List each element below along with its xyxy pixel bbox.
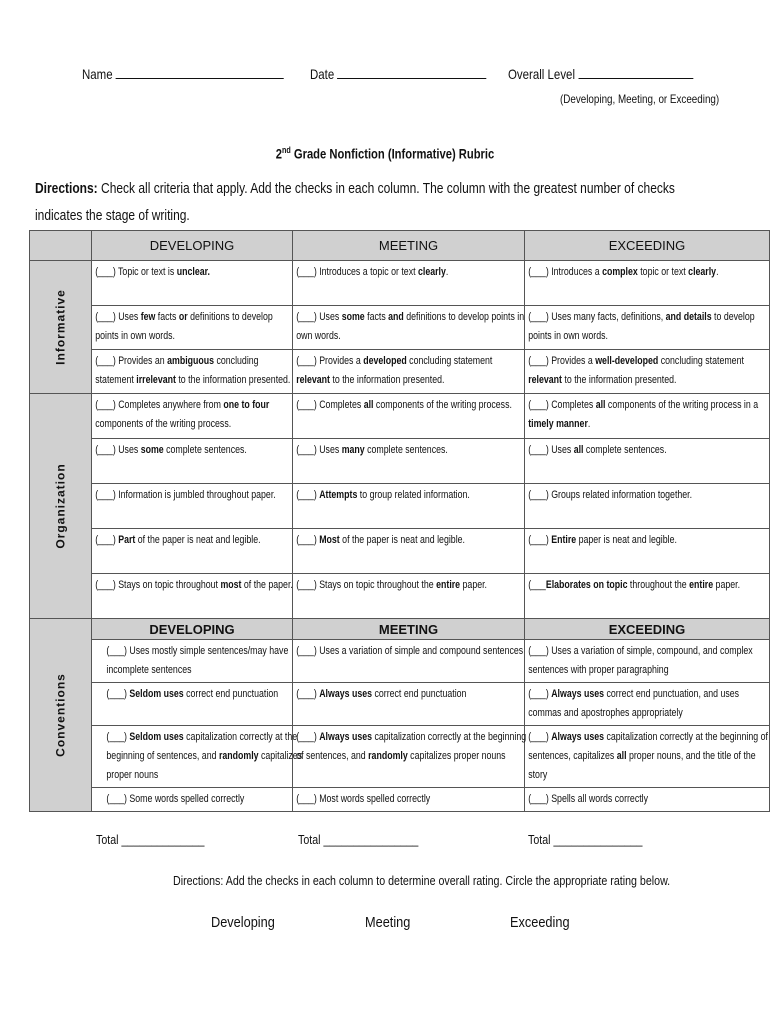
criterion-text: [92, 350, 298, 392]
criterion-text: [293, 640, 530, 663]
criterion-cell[interactable]: [92, 683, 293, 726]
criterion-run: (___): [95, 534, 119, 546]
criterion-run: correct end punctuation: [372, 688, 467, 700]
criterion-text: [293, 683, 530, 706]
criterion-text: [525, 788, 770, 811]
criterion-emphasis: relevant: [528, 374, 562, 386]
criterion-text: [293, 439, 530, 462]
criterion-run: concluding statement: [658, 355, 744, 367]
criterion-cell[interactable]: [92, 306, 293, 350]
section-informative: [30, 261, 92, 394]
criterion-emphasis: unclear.: [176, 266, 210, 278]
criterion-text: [525, 484, 770, 507]
criterion-run: (___) Some words spelled correctly: [106, 793, 245, 805]
criterion-run: complete sentences.: [583, 444, 667, 456]
criterion-emphasis: complex: [602, 266, 638, 278]
criterion-cell[interactable]: [293, 788, 525, 812]
criterion-cell[interactable]: [525, 529, 770, 574]
criterion-text: [92, 394, 298, 436]
criterion-run: throughout the: [627, 579, 690, 591]
criterion-run: (___) Uses: [528, 444, 574, 456]
criterion-emphasis: Part: [118, 534, 136, 546]
criterion-run: (___) Topic or text is: [95, 266, 177, 278]
criterion-text: [525, 306, 770, 348]
overall-level-field[interactable]: [508, 66, 693, 82]
criterion-emphasis: randomly: [218, 750, 259, 762]
col-header-exceeding-2: EXCEEDING: [525, 619, 770, 640]
criterion-run: .: [587, 418, 591, 430]
criterion-run: (___): [106, 731, 130, 743]
criterion-run: (___) Provides an: [95, 355, 168, 367]
criterion-cell[interactable]: [92, 439, 293, 484]
criterion-emphasis: one to four: [223, 399, 270, 411]
criterion-text: [525, 726, 770, 787]
criterion-run: (___) Uses mostly simple sentences/may have incomplete sentences: [106, 645, 289, 676]
criterion-text: [293, 261, 530, 284]
criterion-run: of the paper.: [241, 579, 293, 591]
criterion-run: complete sentences.: [364, 444, 448, 456]
criterion-text: [525, 683, 770, 725]
criterion-emphasis: timely manner: [528, 418, 588, 430]
criterion-run: (___) Uses a variation of simple and compound sentences: [296, 645, 524, 657]
criterion-emphasis: Attempts: [319, 489, 358, 501]
corner-cell: [30, 231, 92, 261]
rating-exceeding[interactable]: Exceeding: [510, 914, 570, 931]
directions-text: Check all criteria that apply. Add the checks in each column. The column with the greatest number of checks indicates the stage of writing.: [35, 180, 675, 224]
criterion-text: [293, 788, 530, 811]
criterion-run: (___) Completes: [528, 399, 596, 411]
criterion-cell[interactable]: [293, 350, 525, 394]
date-field[interactable]: [310, 66, 487, 82]
criterion-run: (___): [296, 688, 320, 700]
criterion-cell[interactable]: [525, 726, 770, 788]
criterion-run: paper is neat and legible.: [576, 534, 677, 546]
criterion-emphasis: Seldom uses: [129, 731, 184, 743]
criterion-run: capitalization correctly at the beginning of sentences, capitalizes: [528, 731, 768, 762]
criterion-emphasis: clearly: [418, 266, 446, 278]
criterion-run: definitions to develop points in own words.: [95, 311, 273, 342]
directions: [35, 175, 723, 229]
criterion-run: components of the writing process in a: [605, 399, 759, 411]
criterion-run: of the paper is neat and legible.: [339, 534, 465, 546]
criterion-text: [92, 726, 310, 787]
criterion-text: [525, 640, 770, 682]
criterion-run: (___): [296, 534, 320, 546]
criterion-cell[interactable]: [525, 350, 770, 394]
criterion-run: facts: [155, 311, 179, 323]
criterion-text: [525, 394, 770, 436]
criterion-run: concluding statement: [95, 355, 259, 386]
criterion-cell[interactable]: [92, 261, 293, 306]
criterion-cell[interactable]: [92, 484, 293, 529]
criterion-cell[interactable]: [293, 640, 525, 683]
criterion-run: capitalizes proper nouns: [106, 750, 303, 781]
criterion-run: (___): [106, 688, 130, 700]
criterion-cell[interactable]: [293, 439, 525, 484]
criterion-emphasis: all: [573, 444, 584, 456]
criterion-run: (___) Introduces a topic or text: [296, 266, 418, 278]
criterion-emphasis: ambiguous: [167, 355, 215, 367]
criterion-run: to the information presented.: [175, 374, 291, 386]
directions-label: Directions:: [35, 180, 98, 197]
criterion-emphasis: all: [363, 399, 374, 411]
criterion-emphasis: Elaborates on topic: [545, 579, 628, 591]
criterion-run: (___: [528, 579, 546, 591]
total-meeting[interactable]: Total ________________: [298, 832, 419, 847]
criterion-text: [92, 529, 298, 552]
criterion-emphasis: and details: [665, 311, 712, 323]
criterion-cell[interactable]: [293, 394, 525, 439]
criterion-text: [293, 484, 530, 507]
criterion-cell[interactable]: [293, 261, 525, 306]
criterion-text: [525, 574, 770, 597]
section-label-informative: Informative: [53, 289, 67, 365]
criterion-run: (___) Stays on topic throughout: [95, 579, 221, 591]
criterion-cell[interactable]: [525, 574, 770, 619]
col-header-developing: DEVELOPING: [92, 231, 293, 261]
criterion-emphasis: many: [341, 444, 365, 456]
criterion-emphasis: clearly: [688, 266, 717, 278]
criterion-emphasis: all: [616, 750, 627, 762]
criterion-emphasis: Always uses: [551, 731, 605, 743]
criterion-text: [293, 574, 530, 597]
criterion-run: (___) Groups related information together.: [528, 489, 693, 501]
overall-level-blank[interactable]: [578, 66, 693, 79]
criterion-cell[interactable]: [293, 574, 525, 619]
criterion-emphasis: Always uses: [551, 688, 605, 700]
criterion-run: proper nouns, and the title of the story: [528, 750, 756, 781]
criterion-emphasis: relevant: [296, 374, 330, 386]
criterion-text: [293, 350, 530, 392]
criterion-emphasis: entire: [689, 579, 714, 591]
title-grade: 2: [275, 145, 282, 162]
criterion-run: paper.: [713, 579, 741, 591]
criterion-run: (___) Uses a variation of simple, compound, and complex sentences with proper paragraphing: [528, 645, 753, 676]
total-exceeding[interactable]: Total _______________: [528, 832, 643, 847]
col-header-meeting: MEETING: [293, 231, 525, 261]
criterion-run: (___): [528, 688, 552, 700]
criterion-cell[interactable]: [293, 683, 525, 726]
criterion-cell[interactable]: [92, 726, 303, 788]
criterion-run: (___) Uses: [296, 444, 342, 456]
criterion-run: components of the writing process.: [95, 418, 232, 430]
criterion-text: [92, 261, 298, 284]
criterion-run: .: [716, 266, 719, 278]
criterion-cell[interactable]: [525, 394, 770, 439]
col-header-meeting-2: MEETING: [293, 619, 525, 640]
criterion-emphasis: well-developed: [595, 355, 659, 367]
criterion-emphasis: Most: [319, 534, 340, 546]
title-sup: nd: [281, 145, 291, 155]
criterion-text: [525, 439, 770, 462]
criterion-text: [293, 726, 530, 768]
date-blank[interactable]: [337, 66, 486, 79]
criterion-cell[interactable]: [92, 529, 293, 574]
criterion-cell[interactable]: [92, 640, 293, 683]
criterion-cell[interactable]: [525, 788, 770, 812]
criterion-run: to the information presented.: [329, 374, 445, 386]
criterion-text: [293, 306, 530, 348]
criterion-run: components of the writing process.: [373, 399, 512, 411]
criterion-emphasis: or: [178, 311, 188, 323]
criterion-text: [525, 350, 770, 392]
criterion-run: (___): [528, 534, 552, 546]
criterion-cell[interactable]: [92, 788, 293, 812]
criterion-cell[interactable]: [525, 484, 770, 529]
criterion-run: correct end punctuation, and uses commas and apostrophes appropriately: [528, 688, 740, 719]
criterion-run: of the paper is neat and legible.: [135, 534, 261, 546]
criterion-run: to the information presented.: [561, 374, 677, 386]
overall-level-hint: (Developing, Meeting, or Exceeding): [560, 92, 720, 106]
criterion-emphasis: Always uses: [319, 688, 373, 700]
criterion-run: (___) Provides a: [296, 355, 364, 367]
criterion-text: [92, 683, 310, 706]
criterion-cell[interactable]: [525, 683, 770, 726]
criterion-text: [92, 484, 298, 507]
criterion-emphasis: some: [341, 311, 365, 323]
criterion-run: (___) Information is jumbled throughout paper.: [95, 489, 276, 501]
total-developing[interactable]: Total ______________: [96, 832, 205, 847]
criterion-cell[interactable]: [525, 261, 770, 306]
criterion-cell[interactable]: [525, 640, 770, 683]
criterion-text: [293, 529, 530, 552]
criterion-run: (___) Most words spelled correctly: [296, 793, 431, 805]
criterion-run: to develop points in own words.: [528, 311, 755, 342]
criterion-cell[interactable]: [525, 439, 770, 484]
criterion-run: (___) Completes: [296, 399, 364, 411]
rubric-table: [29, 230, 770, 812]
criterion-run: (___) Spells all words correctly: [528, 793, 649, 805]
section-label-organization: Organization: [53, 463, 67, 549]
criterion-run: (___): [296, 489, 320, 501]
criterion-run: (___) Uses: [95, 311, 141, 323]
criterion-run: facts: [364, 311, 389, 323]
criterion-emphasis: randomly: [368, 750, 408, 762]
criterion-run: (___) Stays on topic throughout the: [296, 579, 437, 591]
criterion-cell[interactable]: [293, 484, 525, 529]
criterion-text: [92, 640, 310, 682]
overall-level-label: Overall Level: [508, 66, 575, 82]
criterion-run: capitalizes proper nouns: [407, 750, 506, 762]
criterion-run: (___) Uses: [296, 311, 342, 323]
name-field[interactable]: [82, 66, 284, 82]
criterion-emphasis: Always uses: [319, 731, 373, 743]
criterion-run: topic or text: [637, 266, 689, 278]
criterion-text: [525, 529, 770, 552]
criterion-emphasis: Seldom uses: [129, 688, 184, 700]
name-blank[interactable]: [116, 66, 284, 79]
criterion-emphasis: all: [595, 399, 606, 411]
name-label: Name: [82, 66, 113, 82]
criterion-run: (___) Completes anywhere from: [95, 399, 224, 411]
criterion-run: (___): [296, 731, 320, 743]
criterion-emphasis: developed: [363, 355, 407, 367]
col-header-developing-2: DEVELOPING: [92, 619, 293, 640]
criterion-cell[interactable]: [525, 306, 770, 350]
criterion-emphasis: most: [220, 579, 242, 591]
criterion-run: (___) Uses many facts, definitions,: [528, 311, 666, 323]
section-label-conventions: Conventions: [53, 673, 67, 757]
criterion-text: [92, 439, 298, 462]
criterion-cell[interactable]: [92, 394, 293, 439]
date-label: Date: [310, 66, 335, 82]
criterion-run: (___) Uses: [95, 444, 141, 456]
criterion-text: [293, 394, 530, 417]
criterion-cell[interactable]: [293, 306, 525, 350]
rating-developing[interactable]: Developing: [211, 914, 275, 931]
criterion-cell[interactable]: [293, 726, 525, 788]
criterion-text: [525, 261, 770, 284]
criterion-run: definitions to develop points in own words.: [296, 311, 525, 342]
criterion-emphasis: Entire: [551, 534, 577, 546]
criterion-run: (___) Introduces a: [528, 266, 603, 278]
page-title: [77, 145, 693, 162]
criterion-emphasis: irrelevant: [136, 374, 176, 386]
criterion-run: complete sentences.: [163, 444, 247, 456]
section-organization: [30, 394, 92, 619]
criterion-run: correct end punctuation: [183, 688, 279, 700]
footer-directions: Directions: Add the checks in each column to determine overall rating. Circle the appropriate rating below.: [173, 873, 671, 888]
section-conventions: [30, 619, 92, 812]
criterion-run: concluding statement: [406, 355, 493, 367]
criterion-cell[interactable]: [92, 574, 293, 619]
criterion-run: paper.: [460, 579, 487, 591]
criterion-text: [92, 306, 298, 348]
col-header-exceeding: EXCEEDING: [525, 231, 770, 261]
criterion-run: capitalization correctly at the beginning of sentences, and: [106, 731, 298, 762]
criterion-cell[interactable]: [92, 350, 293, 394]
criterion-emphasis: entire: [436, 579, 461, 591]
criterion-run: (___) Provides a: [528, 355, 596, 367]
criterion-run: to group related information.: [357, 489, 470, 501]
criterion-emphasis: few: [140, 311, 156, 323]
criterion-run: (___): [528, 731, 552, 743]
criterion-cell[interactable]: [293, 529, 525, 574]
rating-meeting[interactable]: Meeting: [365, 914, 411, 931]
criterion-text: [92, 788, 310, 811]
title-rest: Grade Nonfiction (Informative) Rubric: [290, 145, 495, 162]
criterion-run: capitalization correctly at the beginning of sentences, and: [296, 731, 527, 762]
criterion-text: [92, 574, 298, 597]
criterion-emphasis: and: [388, 311, 404, 323]
criterion-emphasis: some: [140, 444, 164, 456]
criterion-run: .: [445, 266, 449, 278]
